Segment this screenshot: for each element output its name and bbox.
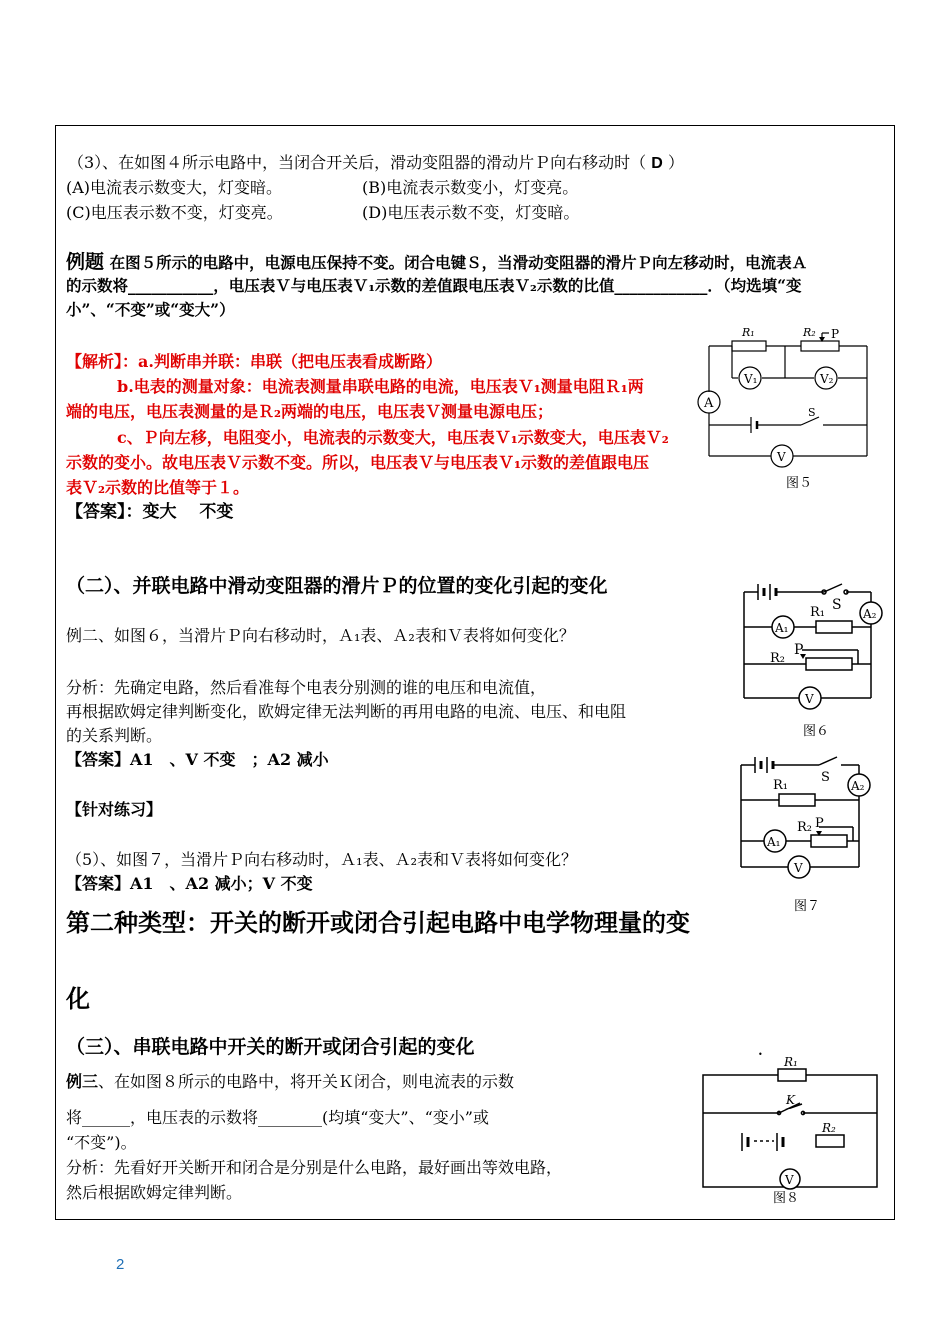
svg-text:V: V: [777, 450, 786, 464]
analysis-answer: 【答案】：变大 不变: [66, 502, 234, 522]
figure-6-circuit: [740, 580, 885, 710]
svg-text:P: P: [815, 816, 824, 831]
svg-text:A₂: A₂: [851, 779, 865, 793]
example3-line2: 将______，电压表的示数将________(均填“变大”、“变小”或: [66, 1108, 489, 1127]
svg-text:R₁: R₁: [742, 326, 755, 339]
section2-heading: （二）、并联电路中滑动变阻器的滑片Ｐ的位置的变化引起的变化: [66, 575, 608, 597]
analysis-line2: b.电表的测量对象：电流表测量串联电路的电流，电压表Ｖ₁测量电阻Ｒ₁两: [117, 377, 644, 396]
figure-6-caption: 图６: [803, 724, 830, 739]
page-number: 2: [116, 1256, 125, 1273]
svg-text:A₂: A₂: [863, 607, 877, 621]
q5-question: （5）、如图７，当滑片Ｐ向右移动时，Ａ₁表、Ａ₂表和Ｖ表将如何变化？: [66, 850, 578, 869]
example-line3: 小”、“不变”或“变大”）: [66, 300, 235, 319]
svg-text:V: V: [794, 861, 803, 875]
svg-text:•: •: [758, 1050, 763, 1059]
svg-text:V: V: [785, 1173, 794, 1187]
q5-answer: 【答案】A1 、A2 减小；V 不变: [66, 874, 313, 893]
example2-analysis-line1: 分析：先确定电路，然后看准每个电表分别测的谁的电压和电流值，: [66, 678, 547, 697]
svg-text:S: S: [821, 770, 830, 785]
example2-answer: 【答案】A1 、V 不变 ；A2 减小: [66, 750, 329, 769]
figure-7-circuit: [735, 755, 880, 885]
type2-heading-line1: 第二种类型：开关的断开或闭合引起电路中电学物理量的变: [66, 908, 690, 937]
svg-text:R₁: R₁: [773, 778, 788, 793]
figure-8-caption: 图８: [773, 1191, 800, 1206]
example2-analysis-line3: 的关系判断。: [66, 726, 163, 745]
example3-line1: 例三、在如图８所示的电路中，将开关Ｋ闭合，则电流表的示数: [66, 1072, 515, 1091]
q3-option-d: (D)电压表示数不变，灯变暗。: [362, 203, 580, 222]
q3-stem: （3）、在如图４所示电路中，当闭合开关后，滑动变阻器的滑动片Ｐ向右移动时（ D ）: [68, 153, 684, 172]
svg-text:V: V: [805, 692, 814, 706]
q3-option-c: (C)电压表示数不变，灯变亮。: [66, 203, 283, 222]
example2-question: 例二、如图６，当滑片Ｐ向右移动时，Ａ₁表、Ａ₂表和Ｖ表将如何变化？: [66, 626, 575, 645]
figure-8-circuit: [700, 1052, 880, 1202]
example-line1: 例题 在图５所示的电路中，电源电压保持不变。闭合电键Ｓ，当滑动变阻器的滑片Ｐ向左移动时，电流表Ａ: [66, 251, 808, 273]
svg-text:K: K: [786, 1093, 795, 1107]
practice-heading: 【针对练习】: [66, 800, 163, 819]
section3-heading: （三）、串联电路中开关的断开或闭合引起的变化: [66, 1036, 475, 1058]
figure-7-caption: 图７: [794, 899, 821, 914]
type2-heading-line2: 化: [66, 984, 90, 1013]
example-line2: 的示数将___________，电压表Ｖ与电压表Ｖ₁示数的差值跟电压表Ｖ₂示数的比值____________．（均选填“变: [66, 276, 802, 295]
example3-analysis-line1: 分析：先看好开关断开和闭合是分别是什么电路，最好画出等效电路，: [66, 1158, 563, 1177]
example3-label: 例三: [66, 1072, 99, 1091]
q3-option-a: (A)电流表示数变大，灯变暗。: [66, 178, 283, 197]
svg-text:A₁: A₁: [767, 835, 781, 849]
figure-5-caption: 图５: [786, 476, 813, 491]
analysis-line4: c、Ｐ向左移，电阻变小，电流表的示数变大，电压表Ｖ₁示数变大，电压表Ｖ₂: [117, 428, 669, 447]
example2-analysis-line2: 再根据欧姆定律判断变化，欧姆定律无法判断的再用电路的电流、电压、和电阻: [66, 702, 627, 721]
analysis-line3: 端的电压，电压表测量的是Ｒ₂两端的电压，电压表Ｖ测量电源电压；: [66, 402, 554, 421]
svg-text:R₁: R₁: [810, 605, 825, 620]
svg-text:P: P: [831, 327, 840, 341]
svg-text:R₁: R₁: [784, 1055, 798, 1069]
svg-text:R₂: R₂: [797, 820, 812, 835]
example3-analysis-line2: 然后根据欧姆定律判断。: [66, 1183, 243, 1202]
svg-text:V₁: V₁: [744, 372, 758, 386]
figure-5-circuit: [695, 322, 880, 472]
svg-text:A: A: [704, 396, 714, 411]
svg-text:P: P: [794, 642, 804, 658]
example3-line3: “不变”)。: [66, 1133, 137, 1152]
svg-text:A₁: A₁: [775, 621, 789, 635]
analysis-line6: 表Ｖ₂示数的比值等于１。: [66, 478, 250, 497]
q3-answer: D: [651, 155, 663, 172]
q3-option-b: (B)电流表示数变小，灯变亮。: [362, 178, 579, 197]
analysis-line5: 示数的变小。故电压表Ｖ示数不变。所以，电压表Ｖ与电压表Ｖ₁示数的差值跟电压: [66, 453, 650, 472]
svg-text:S: S: [808, 406, 816, 419]
svg-text:R₂: R₂: [803, 326, 816, 339]
svg-text:R₂: R₂: [822, 1121, 836, 1135]
svg-text:V₂: V₂: [820, 372, 834, 386]
example-label: 例题: [66, 251, 105, 273]
analysis-line1: 【解析】：a.判断串并联：串联（把电压表看成断路）: [66, 352, 442, 371]
svg-text:R₂: R₂: [770, 651, 785, 666]
svg-text:S: S: [832, 597, 842, 613]
